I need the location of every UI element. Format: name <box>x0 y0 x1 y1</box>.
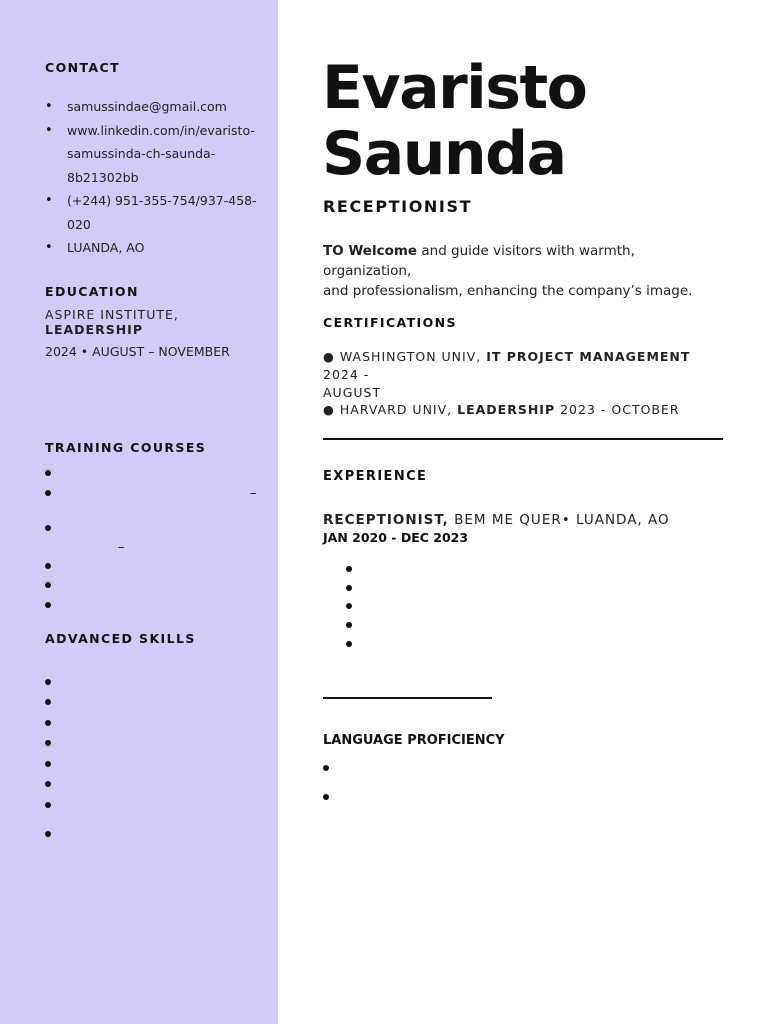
cert-title: LEADERSHIP <box>457 402 556 417</box>
contact-email[interactable] <box>45 95 270 119</box>
cert-title: IT PROJECT MANAGEMENT <box>486 349 691 364</box>
experience-bullet <box>346 566 352 572</box>
bullet-icon: • <box>45 122 53 138</box>
short-divider <box>323 697 492 699</box>
cert-date: 2024 - <box>323 367 370 382</box>
certification-item <box>323 348 723 402</box>
section-divider <box>323 438 723 440</box>
experience-heading: EXPERIENCE <box>323 469 428 484</box>
training-bullet <box>45 582 51 588</box>
cert-issuer: ● HARVARD UNIV, <box>323 402 453 417</box>
bullet-icon: • <box>45 193 53 208</box>
contact-location <box>45 236 270 260</box>
training-bullet <box>45 490 51 496</box>
skill-bullet <box>45 740 51 746</box>
training-dash: – <box>118 540 125 555</box>
sidebar <box>0 0 278 1024</box>
certification-item <box>323 401 723 419</box>
contact-list <box>45 95 270 260</box>
linkedin-text-line1: www.linkedin.com/in/evaristo- <box>67 122 255 138</box>
summary-lead: TO Welcome <box>323 243 418 259</box>
training-bullet <box>45 470 51 476</box>
skill-bullet <box>45 761 51 767</box>
linkedin-text-line2: samussinda-ch-saunda- <box>67 146 216 161</box>
skill-bullet <box>45 720 51 726</box>
education-heading: EDUCATION <box>45 284 139 299</box>
location-text: LUANDA, AO <box>67 240 145 255</box>
experience-company: BEM ME QUER• LUANDA, AO <box>454 512 670 528</box>
training-bullet <box>45 563 51 569</box>
training-dash: – <box>250 486 257 501</box>
summary-text-line1: and guide visitors with warmth, organization, <box>323 243 635 279</box>
education-entry <box>45 307 278 337</box>
contact-phone <box>45 189 270 236</box>
experience-title: RECEPTIONIST, <box>323 512 449 528</box>
skill-bullet <box>45 679 51 685</box>
training-heading: TRAINING COURSES <box>45 440 207 455</box>
experience-bullet <box>346 641 352 647</box>
linkedin-text-line3: 8b21302bb <box>67 169 139 185</box>
skill-bullet <box>45 781 51 787</box>
first-name: Evaristo <box>322 53 587 123</box>
languages-heading: LANGUAGE PROFICIENCY <box>323 733 505 748</box>
experience-bullet <box>346 585 352 591</box>
cert-date: 2023 - OCTOBER <box>560 402 680 417</box>
bullet-icon: • <box>45 240 53 255</box>
certifications-heading: CERTIFICATIONS <box>323 315 457 330</box>
experience-dates: JAN 2020 - DEC 2023 <box>323 530 469 545</box>
contact-heading: CONTACT <box>45 60 120 75</box>
language-bullet <box>323 765 329 771</box>
summary-text-line2: and professionalism, enhancing the company’s image. <box>323 283 693 299</box>
cert-issuer: ● WASHINGTON UNIV, <box>323 349 482 364</box>
cert-date-cont: AUGUST <box>323 385 382 400</box>
education-dates: 2024 • AUGUST – NOVEMBER <box>45 344 230 359</box>
language-bullet <box>323 794 329 800</box>
last-name: Saunda <box>322 119 566 189</box>
experience-bullet <box>346 603 352 609</box>
training-bullet <box>45 525 51 531</box>
skill-bullet <box>45 802 51 808</box>
phone-text: (+244) 951-355-754/937-458-020 <box>67 193 257 232</box>
skills-heading: ADVANCED SKILLS <box>45 631 196 646</box>
education-school: ASPIRE INSTITUTE <box>45 307 174 322</box>
training-bullet <box>45 602 51 608</box>
education-field: LEADERSHIP <box>45 322 143 337</box>
email-text: samussindae@gmail.com <box>67 99 227 114</box>
experience-bullet <box>346 622 352 628</box>
role-title: RECEPTIONIST <box>323 197 473 216</box>
education-separator: , <box>173 307 179 322</box>
skill-bullet <box>45 699 51 705</box>
skill-bullet <box>45 831 51 837</box>
bullet-icon: • <box>45 99 53 114</box>
summary <box>323 241 723 301</box>
experience-role <box>323 512 670 528</box>
contact-linkedin[interactable] <box>45 119 270 190</box>
